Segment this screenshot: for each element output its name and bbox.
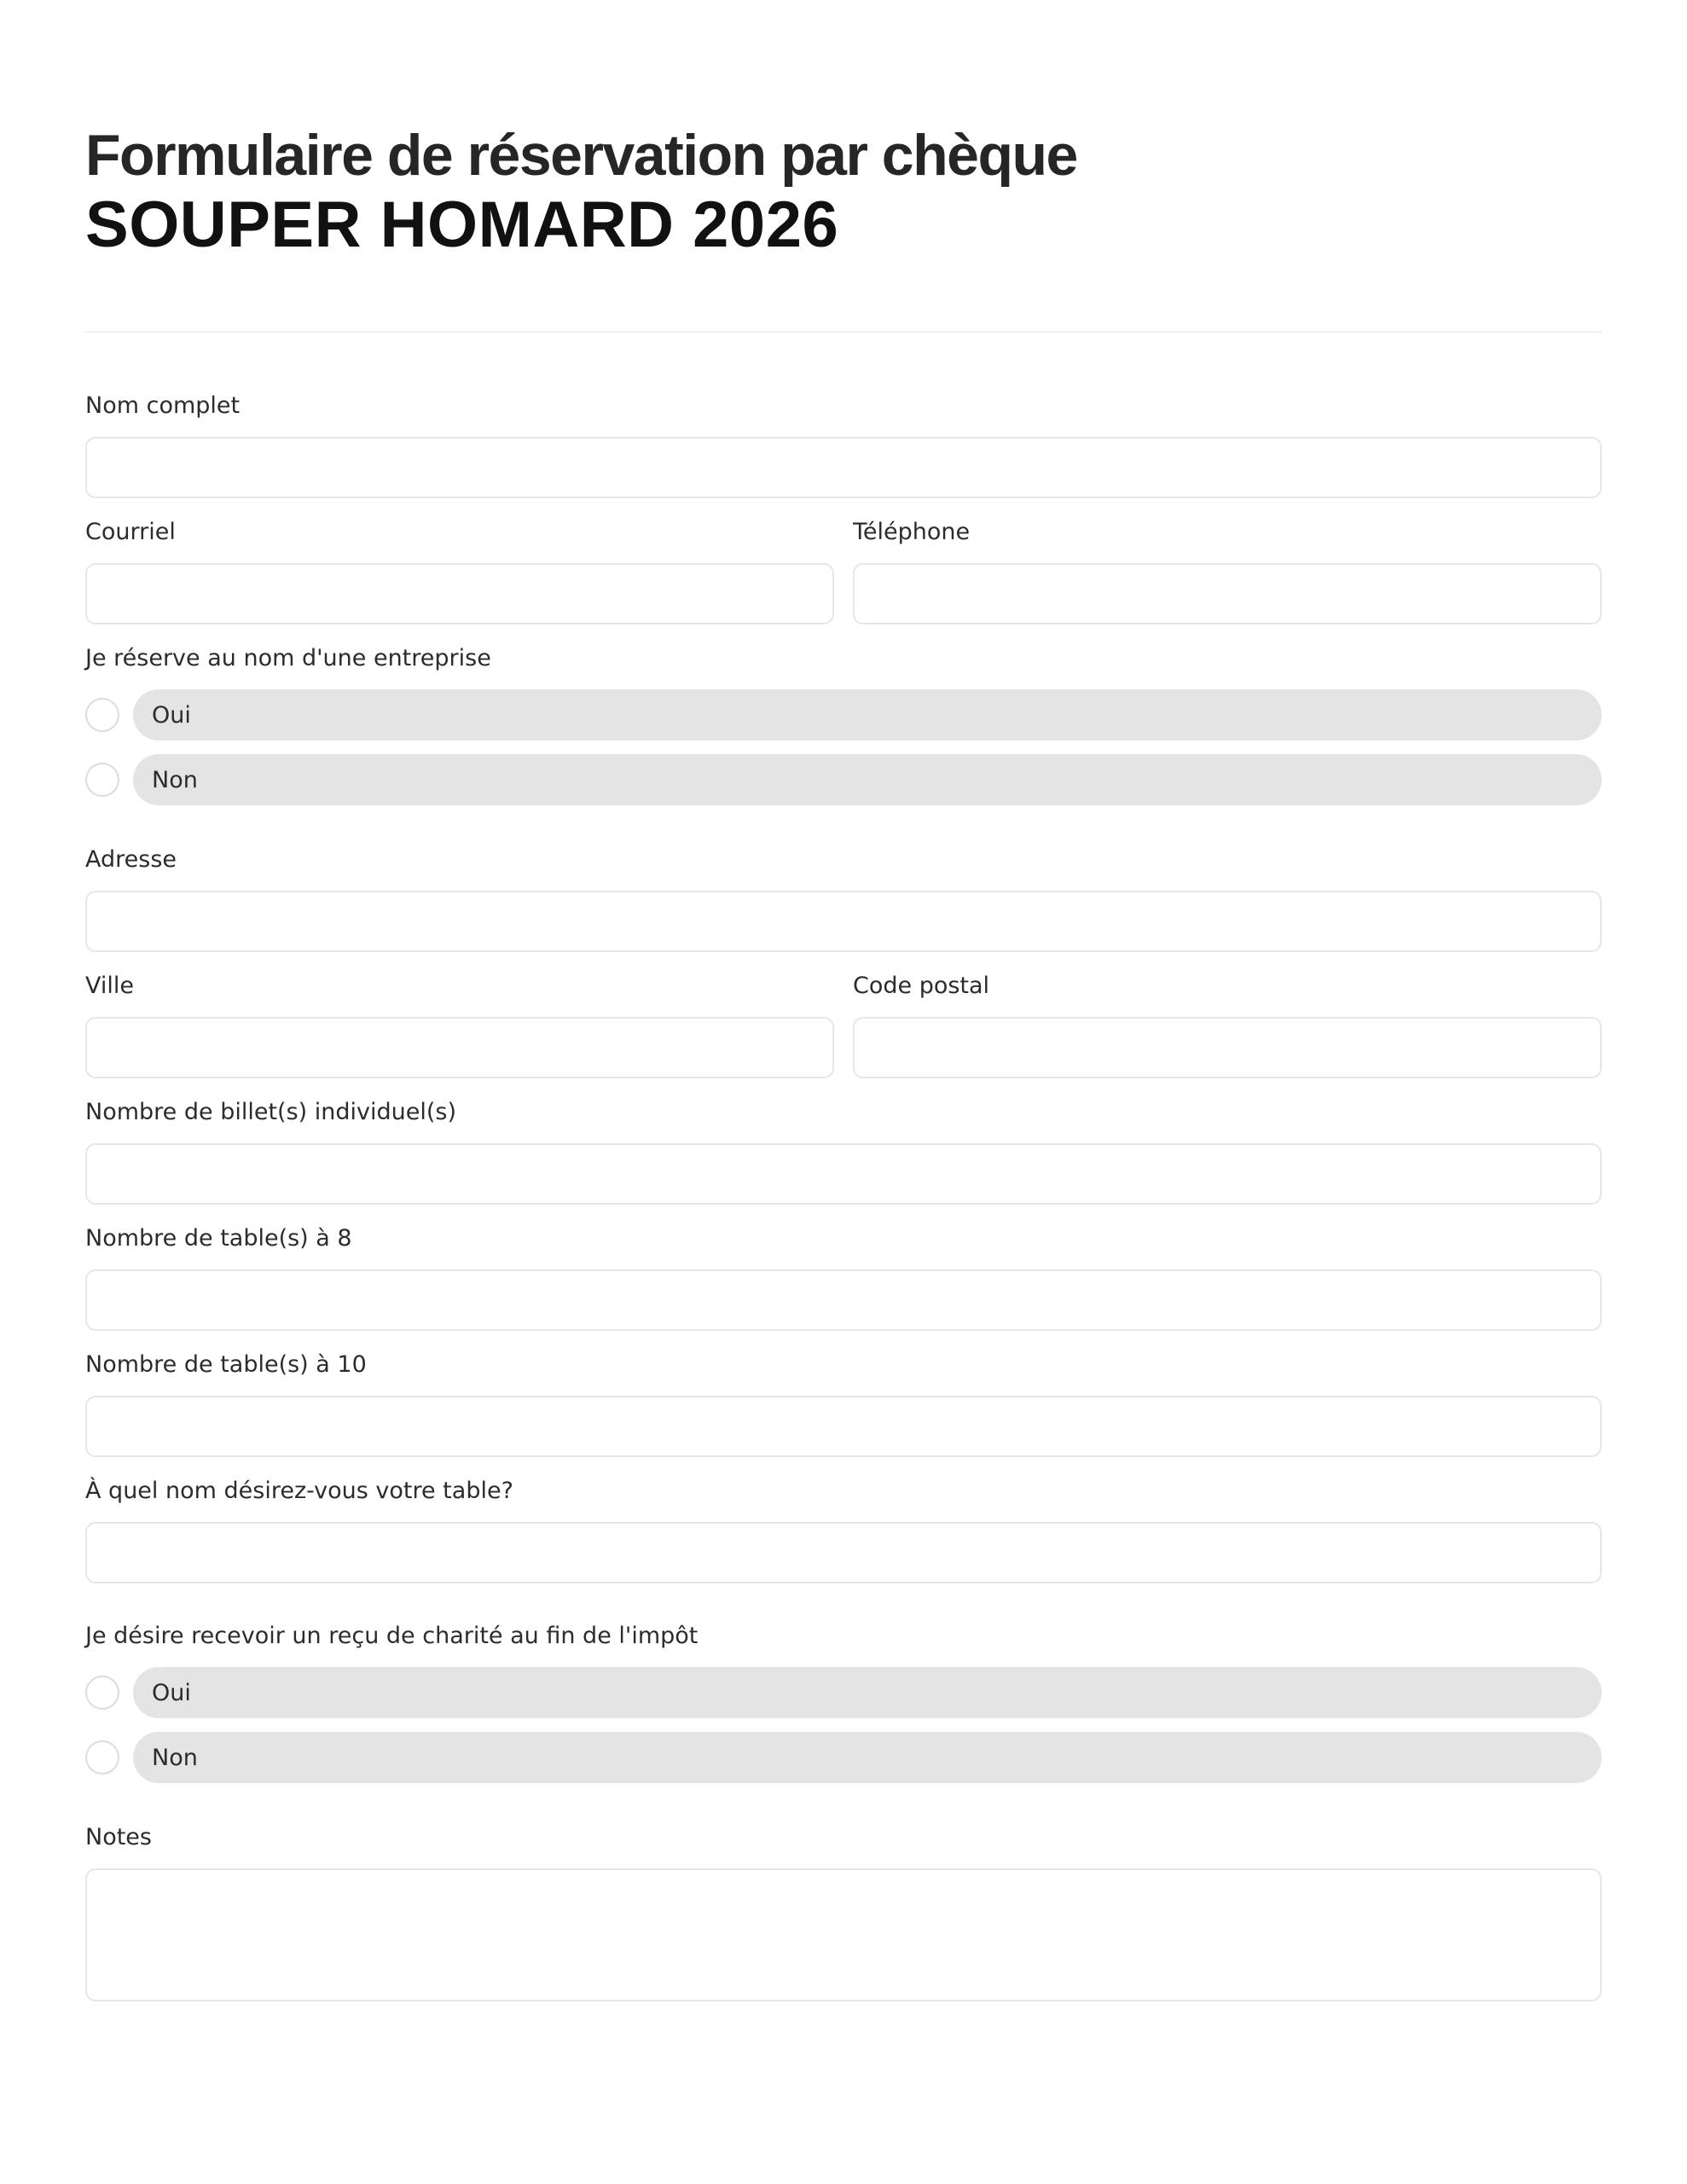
table-name-field [85, 1478, 1602, 1583]
postal-code-input[interactable] [853, 1017, 1602, 1078]
city-field [85, 973, 834, 1078]
radio-option-label[interactable]: Non [133, 754, 1602, 805]
receipt-label: Je désire recevoir un reçu de charité au fin de l'impôt [85, 1623, 699, 1650]
tables-10-input[interactable] [85, 1396, 1602, 1457]
tables-8-input[interactable] [85, 1269, 1602, 1331]
event-title: SOUPER HOMARD 2026 [85, 188, 839, 261]
radio-button-oui[interactable] [85, 1676, 119, 1710]
notes-textarea[interactable] [85, 1868, 1602, 2001]
radio-option-label[interactable]: Oui [133, 689, 1602, 741]
company-option-oui[interactable] [85, 689, 1602, 741]
city-postal-row [85, 973, 1602, 1099]
receipt-option-oui[interactable] [85, 1667, 1602, 1718]
individual-tickets-input[interactable] [85, 1143, 1602, 1205]
radio-button-non[interactable] [85, 763, 119, 797]
tables-10-label: Nombre de table(s) à 10 [85, 1351, 367, 1379]
address-input[interactable] [85, 891, 1602, 952]
company-option-non[interactable] [85, 754, 1602, 805]
full-name-input[interactable] [85, 437, 1602, 498]
company-radio-group [85, 645, 1602, 805]
header-divider [85, 331, 1602, 333]
company-label: Je réserve au nom d'une entreprise [85, 645, 491, 672]
table-name-label: À quel nom désirez-vous votre table? [85, 1478, 513, 1505]
individual-tickets-label: Nombre de billet(s) individuel(s) [85, 1099, 456, 1126]
phone-label: Téléphone [853, 519, 971, 546]
postal-code-label: Code postal [853, 973, 990, 1000]
contact-row [85, 519, 1602, 645]
notes-label: Notes [85, 1824, 152, 1851]
table-name-input[interactable] [85, 1522, 1602, 1583]
address-label: Adresse [85, 846, 177, 874]
radio-option-label[interactable]: Non [133, 1732, 1602, 1783]
radio-option-label[interactable]: Oui [133, 1667, 1602, 1718]
radio-button-non[interactable] [85, 1740, 119, 1774]
individual-tickets-field [85, 1099, 1602, 1205]
address-field [85, 846, 1602, 952]
full-name-label: Nom complet [85, 392, 241, 420]
city-label: Ville [85, 973, 134, 1000]
radio-button-oui[interactable] [85, 698, 119, 732]
form-title: Formulaire de réservation par chèque [85, 123, 1077, 188]
tables-8-field [85, 1225, 1602, 1331]
receipt-radio-group [85, 1623, 1602, 1783]
email-field [85, 519, 834, 624]
tables-10-field [85, 1351, 1602, 1457]
email-input[interactable] [85, 563, 834, 624]
phone-field [853, 519, 1602, 624]
receipt-option-non[interactable] [85, 1732, 1602, 1783]
notes-field [85, 1824, 1602, 2001]
reservation-form [85, 392, 1602, 2001]
phone-input[interactable] [853, 563, 1602, 624]
city-input[interactable] [85, 1017, 834, 1078]
full-name-field [85, 392, 1602, 498]
tables-8-label: Nombre de table(s) à 8 [85, 1225, 352, 1252]
postal-code-field [853, 973, 1602, 1078]
email-label: Courriel [85, 519, 176, 546]
